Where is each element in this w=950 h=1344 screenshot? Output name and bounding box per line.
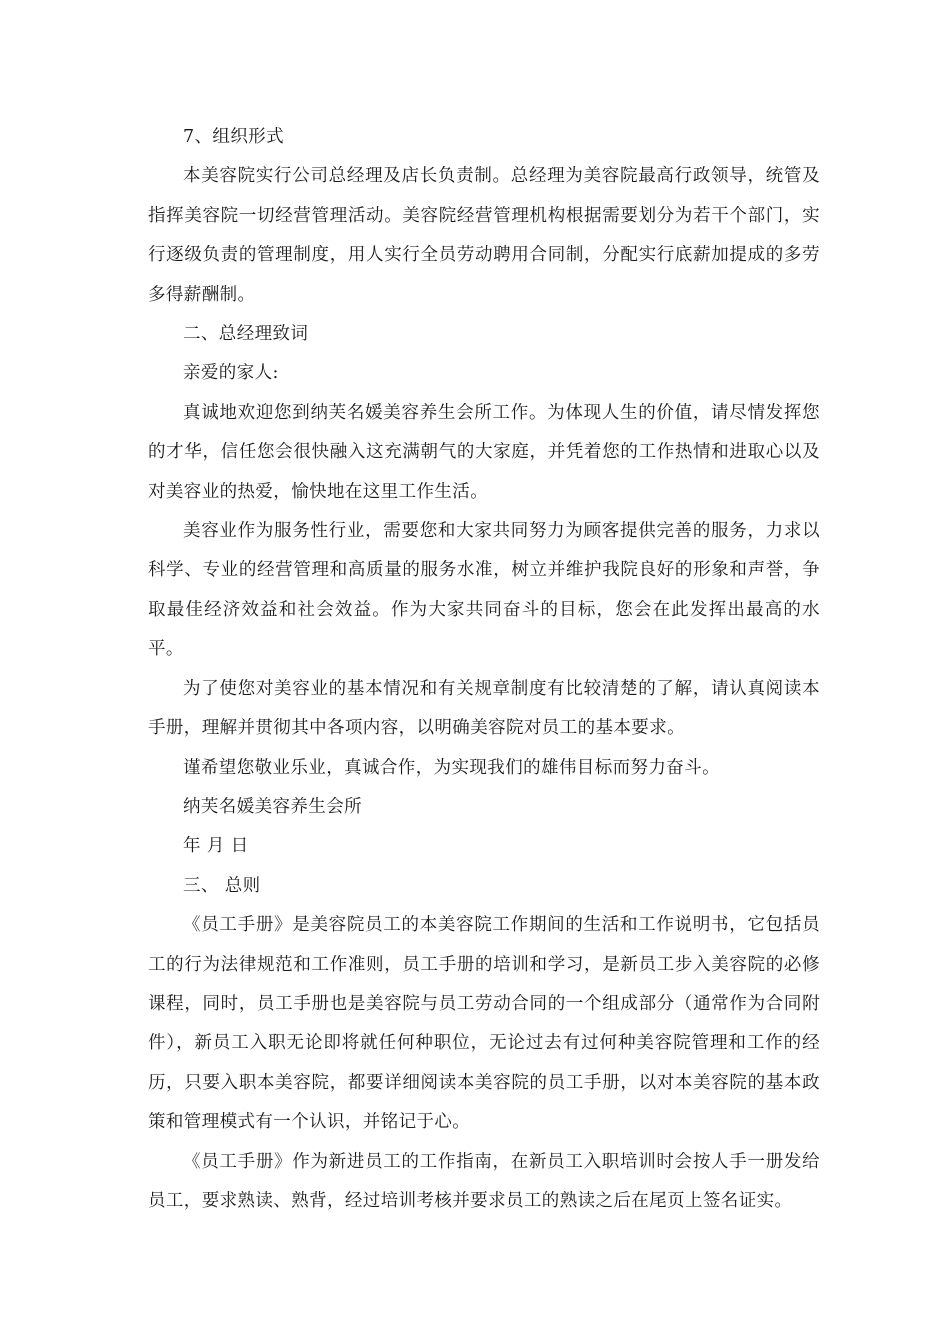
document-body: [148, 118, 820, 1221]
signature-organization: 纳芙名媛美容养生会所: [183, 796, 362, 817]
paragraph-closing-wish: 谨希望您敬业乐业，真诚合作，为实现我们的雄伟目标而努力奋斗。: [183, 757, 720, 778]
paragraph-handbook-definition: 《员工手册》是美容院员工的本美容院工作期间的生活和工作说明书，它包括员工的行为法律规范和工作准则，员工手册的培训和学习，是新员工步入美容院的必修课程，同时，员工手册也是美容院与员工劳动合同的一个组成部分（通常作为合同附件），新员工入职无论即将就任何种职位，无论过去有过何种美容院管理和工作的经历，只要入职本美容院，都要详细阅读本美容院的员工手册，以对本美容院的基本政策和管理模式有一个认识，并铭记于心。: [148, 915, 820, 1133]
salutation: 亲爱的家人:: [183, 363, 279, 384]
section-heading-organization: 7、组织形式: [183, 127, 285, 147]
paragraph-handbook-guide: 《员工手册》作为新进员工的工作指南，在新员工入职培训时会按人手一册发给员工，要求熟读、熟背，经过培训考核并要求员工的熟读之后在尾页上签名证实。: [148, 1151, 820, 1211]
section-heading-general: 三、 总则: [183, 875, 261, 896]
paragraph-welcome: 真诚地欢迎您到纳芙名媛美容养生会所工作。为体现人生的价值，请尽情发挥您的才华，信任您会很快融入这充满朝气的大家庭，并凭着您的工作热情和进取心以及对美容业的热爱，愉快地在这里工作生活。: [148, 402, 820, 502]
paragraph-service: 美容业作为服务性行业，需要您和大家共同努力为顾客提供完善的服务，力求以科学、专业的经营管理和高质量的服务水准，树立并维护我院良好的形象和声誉，争取最佳经济效益和社会效益。作为大家共同奋斗的目标，您会在此发挥出最高的水平。: [148, 521, 820, 660]
section-heading-gm-address: 二、总经理致词: [183, 324, 309, 345]
signature-date: 年 月 日: [183, 836, 249, 857]
paragraph-handbook-reading: 为了使您对美容业的基本情况和有关规章制度有比较清楚的了解，请认真阅读本手册，理解并贯彻其中各项内容，以明确美容院对员工的基本要求。: [148, 678, 820, 739]
paragraph-organization: 本美容院实行公司总经理及店长负责制。总经理为美容院最高行政领导，统管及指挥美容院一切经营管理活动。美容院经营管理机构根据需要划分为若干个部门，实行逐级负责的管理制度，用人实行全员劳动聘用合同制，分配实行底薪加提成的多劳多得薪酬制。: [148, 166, 820, 305]
